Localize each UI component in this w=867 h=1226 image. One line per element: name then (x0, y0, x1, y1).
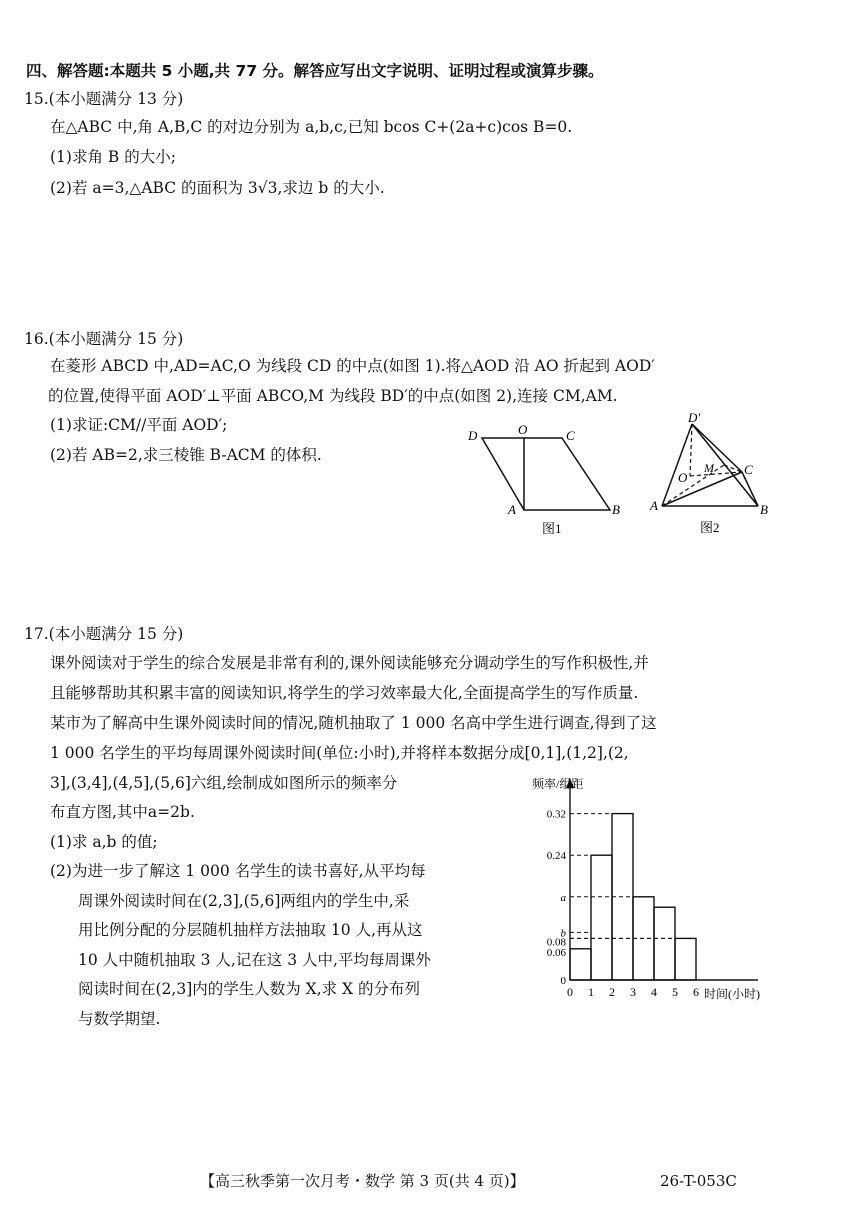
histogram-bar (570, 949, 591, 980)
y-tick-label: a (560, 891, 566, 904)
y-axis-label: 频率/组距 (532, 777, 584, 791)
fig1-label-d: D (468, 428, 478, 443)
q17-part2-line6: 与数学期望. (78, 1010, 161, 1028)
fig2-label-b: B (760, 502, 768, 517)
q17-part2-line5: 阅读时间在(2,3]内的学生人数为 X,求 X 的分布列 (78, 980, 421, 998)
q17-line4: 1 000 名学生的平均每周课外阅读时间(单位:小时),并将样本数据分成[0,1],(1,2],(2, (50, 744, 629, 762)
q17-part2-line3: 用比例分配的分层随机抽样方法抽取 10 人,再从这 (78, 921, 423, 939)
y-tick-label: 0.24 (546, 850, 566, 863)
histogram-bar (591, 855, 612, 980)
y-tick-label: 0 (560, 975, 566, 987)
fig2-label-o: O (678, 470, 688, 485)
q15-part2: (2)若 a=3,△ABC 的面积为 3√3,求边 b 的大小. (50, 179, 385, 197)
y-tick-label: 0.08 (546, 936, 566, 949)
footer-code: 26-T-053C (660, 1172, 737, 1190)
y-tick-label: 0.06 (546, 946, 566, 959)
q16-heading: 16.(本小题满分 15 分) (24, 330, 184, 348)
fig2-label-a: A (650, 498, 658, 513)
figure-2-pyramid (640, 410, 790, 538)
q15-part1: (1)求角 B 的大小; (50, 148, 176, 166)
q17-part2-line1: (2)为进一步了解这 1 000 名学生的读书喜好,从平均每 (50, 862, 426, 880)
fig2-label-c: C (744, 462, 753, 477)
q17-line5: 3],(3,4],(4,5],(5,6]六组,绘制成如图所示的频率分 (50, 774, 398, 792)
q16-part1: (1)求证:CM//平面 AOD′; (50, 416, 228, 434)
figure-1-rhombus (460, 418, 630, 538)
fig1-label-c: C (566, 428, 575, 443)
q16-stem-line1: 在菱形 ABCD 中,AD=AC,O 为线段 CD 的中点(如图 1).将△AOD 沿 AO 折起到 AOD′ (50, 357, 655, 375)
fig2-label-m: M (704, 461, 714, 475)
q17-heading: 17.(本小题满分 15 分) (24, 625, 184, 643)
fig1-label-a: A (508, 502, 516, 517)
q17-line1: 课外阅读对于学生的综合发展是非常有利的,课外阅读能够充分调动学生的写作积极性,并 (50, 654, 649, 672)
fig1-caption: 图1 (542, 521, 562, 536)
fig2-label-dprime: D′ (688, 410, 701, 425)
histogram-bar (654, 907, 675, 980)
histogram-bar (675, 938, 696, 980)
q16-stem-line2: 的位置,使得平面 AOD′⊥平面 ABCO,M 为线段 BD′的中点(如图 2),连接 CM,AM. (48, 387, 618, 405)
x-tick-label: 0 (567, 985, 573, 999)
q17-part2-line2: 周课外阅读时间在(2,3],(5,6]两组内的学生中,采 (78, 892, 410, 910)
q17-part2-line4: 10 人中随机抽取 3 人,记在这 3 人中,平均每周课外 (78, 951, 431, 969)
q15-stem: 在△ABC 中,角 A,B,C 的对边分别为 a,b,c,已知 bcos C+(2a+c)cos B=0. (50, 118, 573, 136)
q15-heading: 15.(本小题满分 13 分) (24, 90, 184, 108)
y-tick-label: b (560, 927, 566, 940)
x-axis-label: 时间(小时) (704, 987, 760, 1001)
q17-line2: 且能够帮助其积累丰富的阅读知识,将学生的学习效率最大化,全面提高学生的写作质量. (50, 684, 639, 702)
x-tick-label: 6 (693, 985, 699, 999)
x-tick-label: 4 (651, 985, 657, 999)
fig1-label-o: O (518, 422, 528, 437)
fig2-caption: 图2 (700, 520, 720, 535)
x-tick-label: 5 (672, 985, 678, 999)
q16-part2: (2)若 AB=2,求三棱锥 B-ACM 的体积. (50, 446, 322, 464)
section-title: 四、解答题:本题共 5 小题,共 77 分。解答应写出文字说明、证明过程或演算步骤。 (26, 62, 604, 80)
fig1-label-b: B (612, 502, 620, 517)
y-tick-label: 0.32 (546, 808, 566, 821)
x-tick-label: 1 (588, 985, 594, 999)
q17-line3: 某市为了解高中生课外阅读时间的情况,随机抽取了 1 000 名高中学生进行调查,得到了这 (50, 714, 657, 732)
q17-part1: (1)求 a,b 的值; (50, 833, 158, 851)
x-tick-label: 3 (630, 985, 636, 999)
footer-page-info: 【高三秋季第一次月考・数学 第 3 页(共 4 页)】 (200, 1172, 525, 1190)
x-tick-label: 2 (609, 985, 615, 999)
frequency-histogram (520, 774, 790, 1014)
q17-line6: 布直方图,其中a=2b. (50, 803, 195, 821)
